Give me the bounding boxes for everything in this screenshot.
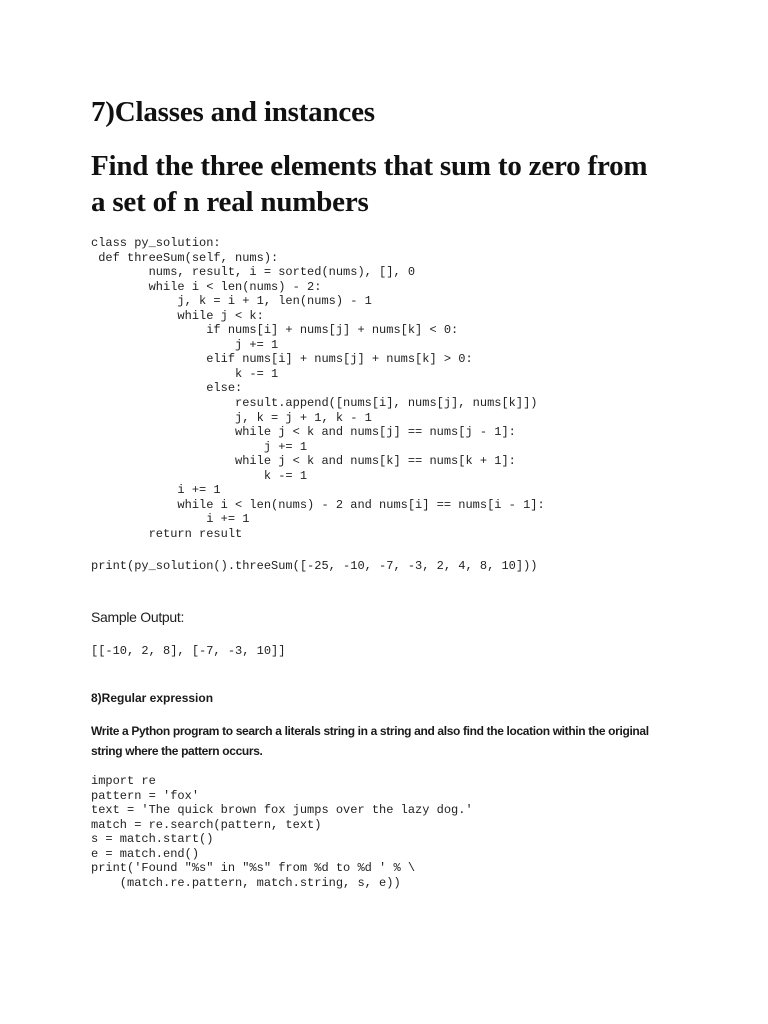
regex-task-line-1: Write a Python program to search a literals string in a string and also find the location within the original xyxy=(91,724,649,738)
regex-code-block: import re pattern = 'fox' text = 'The quick brown fox jumps over the lazy dog.' match = re.search(pattern, text) s = match.start() e = match.end() print('Found "%s" in "%s" from %d to %d ' % \ (match.re.pattern, match.string, s, e)) xyxy=(91,774,473,890)
section-heading: 7)Classes and instances xyxy=(91,96,375,128)
regex-heading: 8)Regular expression xyxy=(91,691,214,705)
regex-task-description xyxy=(91,721,711,761)
sample-output-label: Sample Output: xyxy=(91,609,185,625)
problem-heading xyxy=(91,148,731,220)
sample-output-code: [[-10, 2, 8], [-7, -3, 10]] xyxy=(91,644,286,658)
regex-task-line-2: string where the pattern occurs. xyxy=(91,744,263,758)
print-call-code: print(py_solution().threeSum([-25, -10, -7, -3, 2, 4, 8, 10])) xyxy=(91,559,538,573)
problem-heading-line-2: a set of n real numbers xyxy=(91,186,369,218)
solution-code-block: class py_solution: def threeSum(self, nums): nums, result, i = sorted(nums), [], 0 while i < len(nums) - 2: j, k = i + 1, len(nums) - 1 while j < k: if nums[i] + nums[j] + nums[k] < 0: j += 1 elif nums[i] + nums[j] + nums[k] > 0: k -= 1 else: result.append([nums[i], nums[j], nums[k]]) j, k = j + 1, k - 1 while j < k and nums[j] == nums[j - 1]: j += 1 while j < k and nums[k] == nums[k + 1]: k -= 1 i += 1 while i < len(nums) - 2 and nums[i] == nums[i - 1]: i += 1 return result xyxy=(91,236,545,541)
problem-heading-line-1: Find the three elements that sum to zero from xyxy=(91,150,648,182)
